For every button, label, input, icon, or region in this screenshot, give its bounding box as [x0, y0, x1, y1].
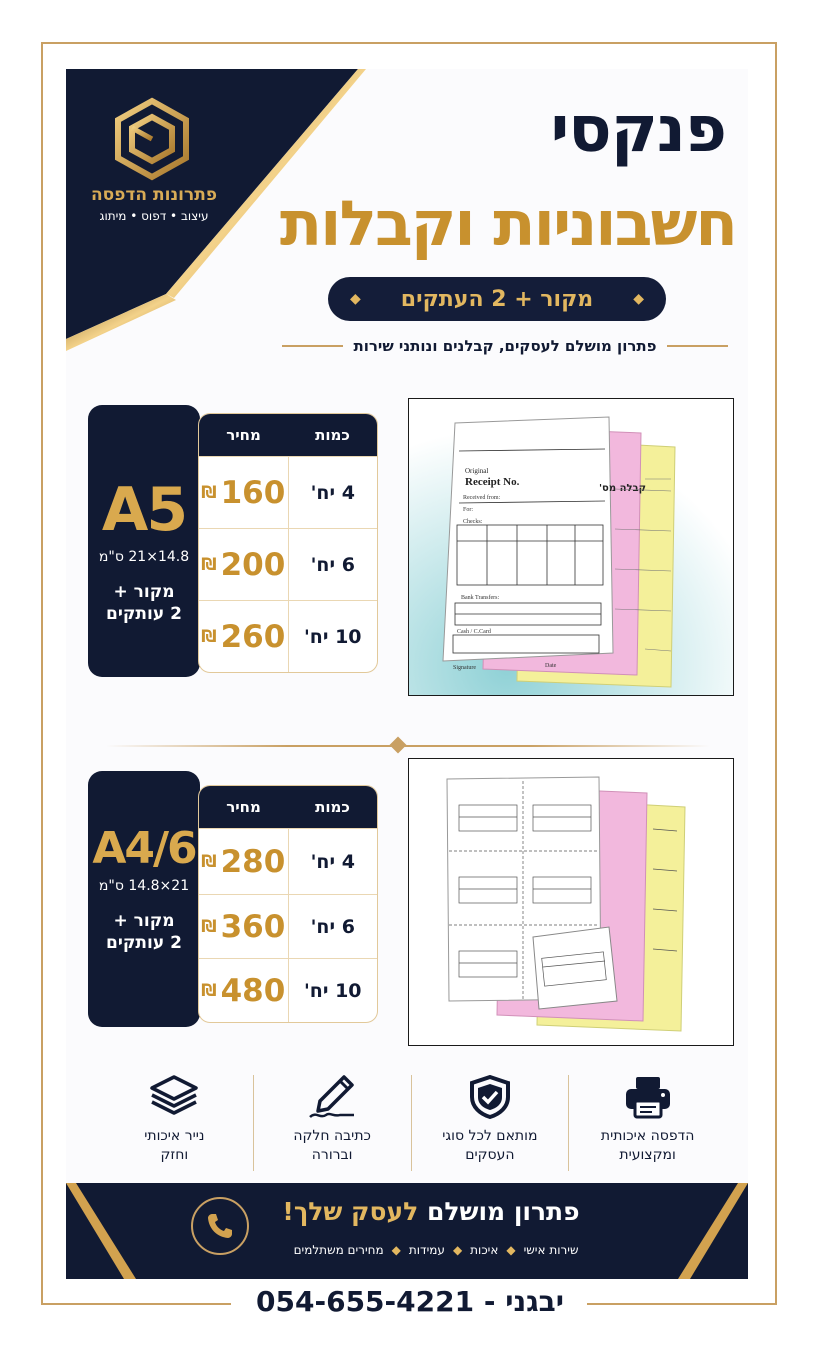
phone-icon — [205, 1211, 235, 1241]
price-cell — [199, 829, 289, 894]
paper-stack-icon — [148, 1075, 200, 1119]
price-table-a5 — [198, 413, 378, 673]
receipt-received-from: Received from: — [463, 495, 501, 501]
feature-label-line1: מותאם לכל סוגי — [442, 1128, 538, 1144]
size-block-a5 — [88, 405, 200, 677]
footer-tag: שירות אישי — [523, 1243, 579, 1257]
receipt-checks: Checks: — [463, 519, 483, 525]
table-row — [199, 958, 377, 1022]
size-dimensions: 14.8×21 ס"מ — [98, 549, 190, 565]
size-block-a4-6 — [88, 771, 200, 1027]
price-table-header — [199, 786, 377, 828]
footer-title-gold: לעסק שלך! — [282, 1197, 419, 1226]
footer-tag: איכות — [470, 1243, 499, 1257]
contact-name: יבגני — [505, 1285, 564, 1318]
diamond-icon: ◆ — [452, 1243, 463, 1257]
feature-all-businesses — [411, 1075, 569, 1171]
contact-separator: - — [483, 1285, 496, 1318]
copies-note-line2: 2 עותקים — [106, 604, 182, 624]
receipt-bank-transfers: Bank Transfers: — [461, 595, 500, 601]
feature-label-line2: העסקים — [465, 1147, 515, 1163]
size-dimensions: 21×14.8 ס"מ — [98, 878, 190, 894]
brand-tagline: עיצוב • דפוס • מיתוג — [99, 209, 209, 223]
feature-quality-paper — [96, 1075, 253, 1171]
flyer-card — [66, 69, 748, 1279]
feature-printing — [568, 1075, 726, 1171]
shekel-icon: ₪ — [201, 554, 217, 575]
copies-pill — [328, 277, 666, 321]
shekel-icon: ₪ — [201, 980, 217, 1001]
footer-banner — [66, 1183, 748, 1279]
copies-note-line1: מקור + — [113, 582, 175, 602]
feature-label-line2: וחזק — [160, 1147, 189, 1163]
price-value: 160 — [220, 474, 286, 511]
footer-tag: מחירים משתלמים — [293, 1243, 384, 1257]
receipt-book-a5-image — [408, 398, 734, 696]
feature-label-line1: כתיבה חלקה — [293, 1128, 371, 1144]
diamond-icon: ◆ — [350, 291, 361, 307]
header-price: מחיר — [226, 426, 261, 444]
price-value: 360 — [220, 908, 286, 945]
footer-tags — [246, 1243, 626, 1257]
price-table-a4-6 — [198, 785, 378, 1023]
subtitle-rule — [667, 345, 729, 347]
header-quantity: כמות — [315, 798, 350, 816]
price-cell — [199, 601, 289, 672]
size-code: A4/6 — [92, 823, 196, 874]
feature-label — [96, 1127, 253, 1165]
brand-name: פתרונות הדפסה — [90, 185, 218, 205]
shekel-icon: ₪ — [201, 482, 217, 503]
bottom-rule-left — [41, 1303, 231, 1305]
features-row — [96, 1075, 726, 1171]
price-value: 280 — [220, 843, 286, 880]
section-divider — [106, 745, 710, 747]
header-quantity: כמות — [315, 426, 350, 444]
receipt-signature: Signature — [453, 665, 476, 671]
quantity-cell: 6 יח' — [310, 553, 355, 576]
contact-line — [250, 1285, 570, 1318]
contact-phone[interactable]: 054-655-4221 — [256, 1285, 475, 1318]
subtitle: פתרון מושלם לעסקים, קבלנים ונותני שירות — [353, 337, 657, 355]
header-price: מחיר — [226, 798, 261, 816]
price-value: 480 — [220, 972, 286, 1009]
feature-label — [412, 1127, 569, 1165]
copies-note-line1: מקור + — [113, 911, 175, 931]
hexagon-logo-icon — [110, 97, 194, 181]
bottom-rule-right — [587, 1303, 777, 1305]
footer-title — [266, 1197, 596, 1226]
diamond-icon: ◆ — [633, 291, 644, 307]
table-row — [199, 600, 377, 672]
quantity-cell: 4 יח' — [310, 481, 355, 504]
price-cell — [199, 529, 289, 600]
quantity-cell: 4 יח' — [310, 850, 355, 873]
receipt-cash: Cash / C.Card — [457, 629, 491, 635]
receipt-heading-en: Receipt No. — [465, 476, 520, 488]
copies-note — [88, 581, 200, 625]
shekel-icon: ₪ — [201, 626, 217, 647]
printer-icon — [622, 1075, 674, 1119]
table-row — [199, 828, 377, 894]
feature-label-line1: הדפסה איכותית — [600, 1128, 695, 1144]
diamond-icon: ◆ — [391, 1243, 401, 1257]
table-row — [199, 456, 377, 528]
price-cell — [199, 457, 289, 528]
quantity-cell: 10 יח' — [303, 625, 362, 648]
copies-note-line2: 2 עותקים — [106, 933, 182, 953]
subtitle-rule — [282, 345, 344, 347]
feature-label — [254, 1127, 411, 1165]
shekel-icon: ₪ — [201, 916, 217, 937]
title-line-2: חשבוניות וקבלות — [279, 187, 736, 260]
price-value: 200 — [220, 546, 286, 583]
feature-label-line2: וברורה — [311, 1147, 353, 1163]
footer-tag: עמידות — [408, 1243, 445, 1257]
shield-check-icon — [464, 1075, 516, 1119]
table-row — [199, 894, 377, 958]
subtitle-row — [282, 337, 728, 355]
receipt-heading-he: קבלה מס' — [599, 483, 646, 494]
price-table-header — [199, 414, 377, 456]
copies-pill-text: מקור + 2 העתקים — [400, 286, 594, 312]
price-value: 260 — [220, 618, 286, 655]
receipt-original-label: Original — [465, 467, 489, 475]
quantity-cell: 10 יח' — [303, 979, 362, 1002]
quantity-cell: 6 יח' — [310, 915, 355, 938]
feature-label-line2: ומקצועית — [619, 1147, 676, 1163]
receipt-for: For: — [463, 507, 474, 513]
diamond-icon — [390, 737, 407, 754]
receipt-book-a4-6-image — [408, 758, 734, 1046]
price-cell — [199, 959, 289, 1022]
title-line-1: פנקסי — [550, 93, 726, 167]
pen-signature-icon — [306, 1075, 358, 1119]
diamond-icon: ◆ — [506, 1243, 516, 1257]
price-cell — [199, 895, 289, 958]
size-code: A5 — [101, 475, 187, 545]
shekel-icon: ₪ — [201, 851, 217, 872]
receipt-date: Date — [545, 663, 557, 669]
feature-smooth-writing — [253, 1075, 411, 1171]
feature-label — [569, 1127, 726, 1165]
phone-call-button[interactable] — [191, 1197, 249, 1255]
table-row — [199, 528, 377, 600]
feature-label-line1: נייר איכותי — [144, 1128, 205, 1144]
copies-note — [88, 910, 200, 954]
footer-title-white: פתרון מושלם — [426, 1197, 580, 1226]
